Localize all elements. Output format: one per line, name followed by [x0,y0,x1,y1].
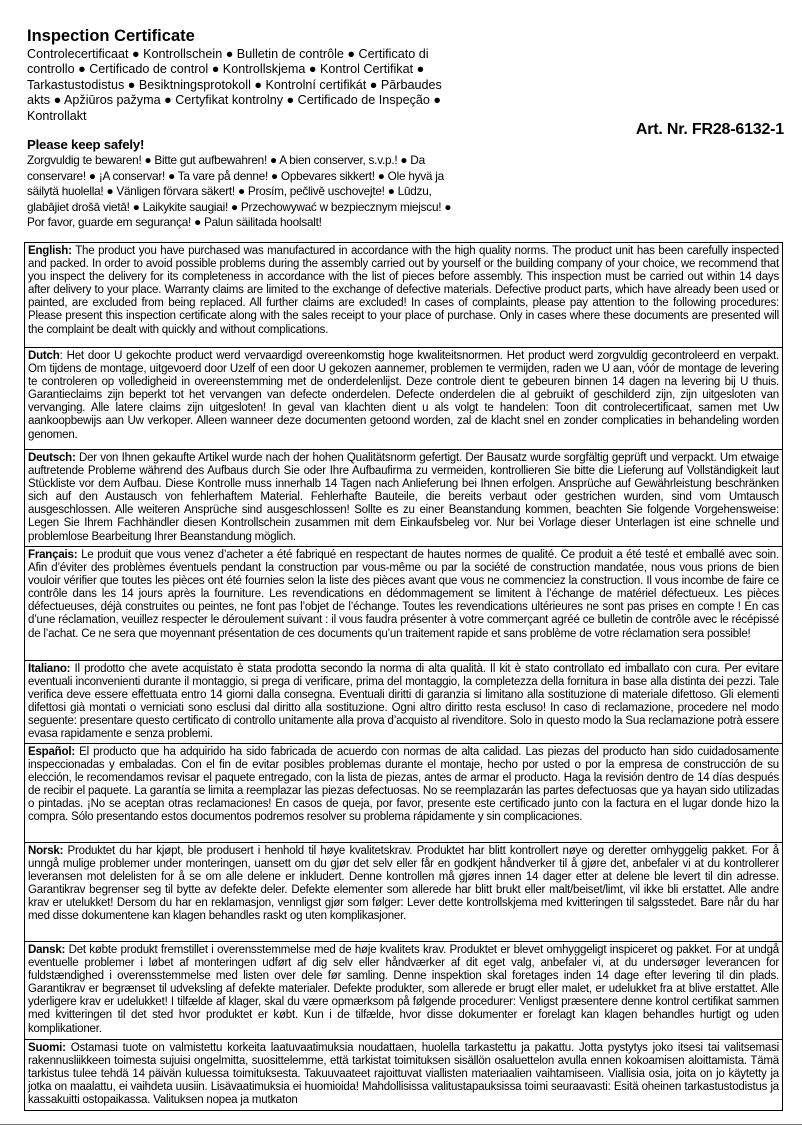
language-label: Italiano: [28,663,71,675]
article-number: Art. Nr. FR28-6132-1 [635,121,784,138]
language-label: Français: [28,549,78,561]
section-text: El producto que ha adquirido ha sido fabricada de acuerdo con normas de alta calidad. Las piezas del producto han sido cuidadosamente inspeccionadas y embaladas. Con el fin de evitar posibles problemas durante el montaje, hecho por usted o por la empresa de construcción de su elección, le recomendamos revisar el paquete entregado, con la lista de piezas, antes de armar el producto. Haga la revisión dentro de 14 días después de recibir el paquete. La garantía se limita a reemplazar las piezas defectuosas. No se reemplazarán las partes defectuosas que ya hayan sido utilizadas o pintadas. ¡No se aceptan otras reclamaciones! En casos de queja, por favor, presente este certificado junto con la factura en el lugar donde hizo la compra. Sólo presentando estos documentos podremos resolver su problema rápidamente y sin complicaciones. [28,746,779,824]
language-label: Dutch [28,350,60,362]
page-bottom-divider [0,1124,802,1125]
section-dutch [25,348,782,450]
language-label: Español: [28,746,75,758]
language-label: Dansk: [28,944,66,956]
language-label: English: [28,245,72,257]
language-label: Norsk: [28,845,64,857]
section-text: Le produit que vous venez d’acheter a été fabriqué en respectant de hautes normes de qualité. Ce produit a été testé et emballé avec soin. Afin d’éviter des problèmes éventuels pendant la construction par vous-même ou par la société de construction mandatée, nous vous prions de bien vouloir vérifier que toutes les pièces ont été fournies selon la liste des pièces avant que vous ne commenciez la construction. Il vous incombe de faire ce contrôle dans les 14 jours après la fourniture. Les revendications en dédommagement se limitent à l’échange de matériel défectueux. Les pièces défectueuses, déjà construites ou peintes, ne font pas l’objet de l’échange. Toutes les revendications ultérieures ne sont pas prises en compte ! En cas d’une réclamation, veuillez respecter le déroulement suivant : il vous faudra présenter à votre commerçant agréé ce bulletin de contrôle avec le récépissé de l’achat. Ce ne sera que moyennant présentation de ces documents qu’un traitement rapide et sans problème de votre réclamation sera possible! [28,549,779,640]
language-label: Deutsch: [28,452,76,464]
section-espanol [25,744,782,843]
section-suomi [25,1040,782,1111]
keep-safely-translations: Zorgvuldig te bewaren! ● Bitte gut aufbewahren! ● A bien conserver, s.v.p.! ● Da conservare! ● ¡A conservar! ● Ta vare på denne! ● Opbevares sikkert! ● Ole hyvä ja säilytä huolella! ● Vänligen förvara säkert! ● Prosím, pečlivě uschovejte! ● Lūdzu, glabājiet drošā vietā! ● Laikykite saugiai! ● Przechowywać w bezpiecznym miejscu! ● Por favor, guarde em segurança! ● Palun säilitada hoolsalt! [27,153,452,229]
section-dansk [25,942,782,1040]
document-title: Inspection Certificate [27,27,195,45]
section-text: : Het door U gekochte product werd vervaardigd overeenkomstig hoge kwaliteitsnormen. Het product werd zorgvuldig gecontroleerd en verpakt. Om tijdens de montage, uitgevoerd door Uzelf of een door U gekozen aannemer, problemen te vermijden, raden we U aan, vóór de montage de levering te controleren op volledigheid in overeenstemming met de onderdelenlijst. Deze controle dient te gebeuren binnen 14 dagen na levering bij U thuis. Garantieclaims zijn beperkt tot het vervangen van defecte onderdelen. Defecte onderdelen die al gebruikt of geschilderd zijn, zijn uitgesloten van vervanging. Alle latere claims zijn uitgesloten! In geval van klachten dient u als volgt te handelen: Toon dit controlecertificaat, samen met Uw aankoopbewijs aan Uw verkoper. Alleen wanneer deze documenten getoond worden, zal de klacht snel en zonder complicaties in behandeling worden genomen. [28,350,779,441]
section-francais [25,547,782,661]
section-norsk [25,843,782,942]
document-header [27,27,787,124]
section-deutsch [25,450,782,547]
section-text: The product you have purchased was manufactured in accordance with the high quality norms. The product unit has been carefully inspected and packed. In order to avoid possible problems during the assembly carried out by yourself or the building company of your choice, we recommend that you inspect the delivery for its completeness in accordance with the list of pieces before assembly. This inspection must be carried out within 14 days after delivery to your place. Warranty claims are limited to the exchange of defective materials. Defective product parts, which have already been used or painted, are excluded from being replaced. All further claims are excluded! In cases of complaints, please pay attention to the following procedures: Please present this inspection certificate along with the sales receipt to your place of purchase. Only in cases where these documents are presented will the complaint be dealt with quickly and without complications. [28,245,779,336]
keep-safely-title: Please keep safely! [27,137,145,152]
section-text: Det købte produkt fremstillet i overensstemmelse med de høje kvalitets krav. Produktet er blevet omhyggeligt inspiceret og pakket. For at undgå eventuelle problemer i løbet af monteringen udført af dig selv eller håndværker af dit eget valg, anbefaler vi, at du undersøger leverancen for fuldstændighed i overensstemmelse med listen over dele før samling. Denne inspektion skal foretages inden 14 dage efter levering til din plads. Garantikrav er begrænset til udveksling af defekte materialer. Defekte produkter, som allerede er brugt eller malet, er udelukket fra at blive erstattet. Alle yderligere krav er udelukket! I tilfælde af klager, skal du være opmærksom på følgende procedurer: Venligst præsentere denne kontrol certifikat sammen med kvitteringen til det sted hvor produktet er købt. Kun i de tilfælde, hvor disse dokumenter er forelagt kan klagen behandles hurtigt og uden komplikationer. [28,944,779,1035]
language-sections-table [24,242,783,1111]
keep-safely-block [27,137,457,231]
language-label: Suomi: [28,1042,66,1054]
section-text: Der von Ihnen gekaufte Artikel wurde nach der hohen Qualitätsnorm gefertigt. Der Bausatz wurde sorgfältig geprüft und verpackt. Um etwaige auftretende Probleme während des Aufbaus durch Sie oder Ihre Aufbaufirma zu vermeiden, kontrollieren Sie bitte die Lieferung auf Vollständigkeit laut Stückliste vor dem Aufbau. Diese Kontrolle muss innerhalb 14 Tagen nach Anlieferung bei Ihnen erfolgen. Ansprüche auf Gewährleistung beschränken sich auf den Austausch von fehlerhaftem Material. Fehlerhafte Bauteile, die bereits verbaut oder gestrichen wurden, sind vom Umtausch ausgeschlossen. Alle weiteren Ansprüche sind ausgeschlossen! Sollte es zu einer Beanstandung kommen, beachten Sie folgende Vorgehensweise: Legen Sie Ihrem Fachhändler diesen Kontrollschein zusammen mit dem Einkaufsbeleg vor. Nur bei Vorlage dieser Unterlagen ist eine schnelle und problemlose Bearbeitung Ihrer Beanstandung möglich. [28,452,779,543]
title-translations: Controlecertificaat ● Kontrollschein ● Bulletin de contrôle ● Certificato di controllo ● Certificado de control ● Kontrollskjema ● Kontrol Certifikat ● Tarkastustodistus ● Besiktningsprotokoll ● Kontrolní certifikát ● Pārbaudes akts ● Apžiūros pažyma ● Certyfikat kontrolny ● Certificado de Inspeção ● Kontrollakt [27,47,442,123]
section-italiano [25,661,782,744]
section-english [25,243,782,348]
section-text: Ostamasi tuote on valmistettu korkeita laatuvaatimuksia noudattaen, huolella tarkastettu ja pakattu. Jotta pystytys joko itsesi tai valitsemasi rakennusliikkeen toimesta sujuisi ongelmitta, suosittelemme, että tarkistat toimituksen sisällön osaluettelon avulla ennen kokoamisen aloittamista. Tämä tarkistus tulee tehdä 14 päivän kuluessa toimituksesta. Takuuvaateet rajoittuvat viallisten materiaalien vaihtamiseen. Viallisia osia, joita on jo käytetty ja jotka on maalattu, ei vaihdeta uusiin. Lisävaatimuksia ei huomioida! Mahdollisissa valitustapauksissa toimi seuraavasti: Esitä oheinen tarkastustodistus ja kassakuitti ostopaikassa. Valituksen nopea ja mutkaton [28,1042,779,1107]
section-text: Il prodotto che avete acquistato è stata prodotta secondo la norma di alta qualità. Il kit è stato controllato ed imballato con cura. Per evitare eventuali inconvenienti durante il montaggio, si prega di verificare, prima del montaggio, la completezza della fornitura in base alla distinta dei pezzi. Tale verifica deve essere effettuata entro 14 giorni dalla consegna. Eventuali diritti di garanzia si limitano alla sostituzione di materiale difettoso. Gli elementi difettosi già montati o verniciati sono esclusi dal diritto alla sostituzione. Ogni altro diritto resta escluso! In caso di reclamazione, procedere nel modo seguente: presentare questo certificato di controllo unitamente alla prova d’acquisto al rivenditore. Solo in questo modo la Sua reclamazione potrà essere evasa rapidamente e senza problemi. [28,663,779,741]
section-text: Produktet du har kjøpt, ble produsert i henhold til høye kvalitetskrav. Produktet har blitt kontrollert nøye og deretter omhyggelig pakket. For å unngå mulige problemer under monteringen, uansett om du gjør det selv eller får en godkjent håndverker til å gjøre det, anbefaler vi at du kontrollerer leveransen mot delelisten for å se om alle delene er inkludert. Denne kontrollen må gjøres innen 14 dager etter at delene ble levert til din adresse. Garantikrav begrenser seg til bytte av defekte deler. Defekte elementer som allerede har blitt brukt eller malt/beiset/limt, vil ikke bli erstattet. Alle andre krav er utelukket! Dersom du har en reklamasjon, vennligst gjør som følger: Lever dette kontrollskjema med kvitteringen til salgsstedet. Bare når du har med disse dokumentene kan klagen behandles raskt og uten komplikasjoner. [28,845,779,923]
